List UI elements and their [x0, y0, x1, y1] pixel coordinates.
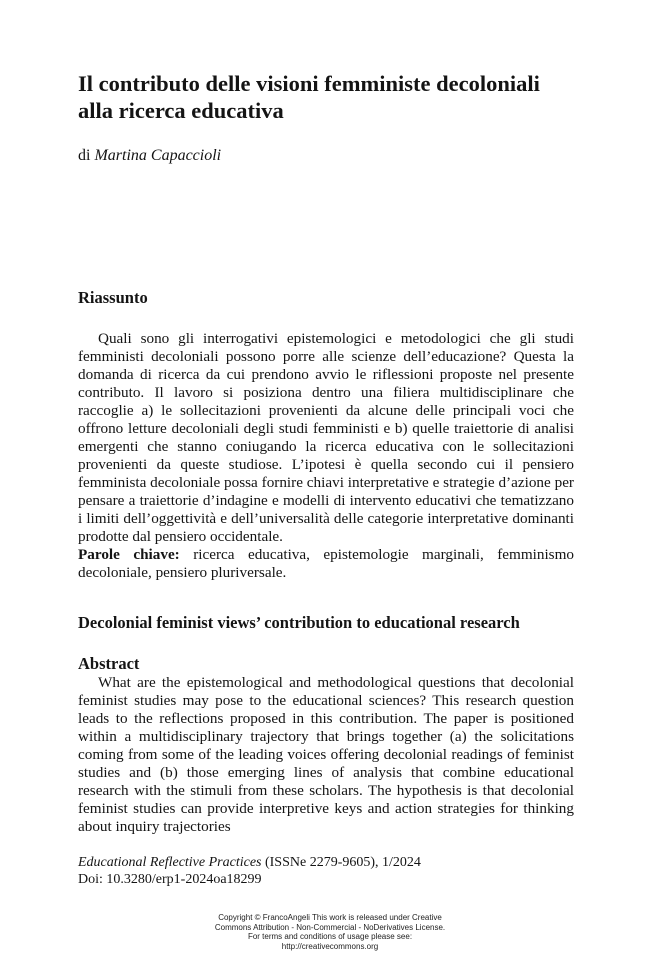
riassunto-section	[78, 330, 574, 582]
english-title: Decolonial feminist views’ contribution to educational research	[78, 613, 520, 632]
abstract-section	[78, 674, 574, 836]
journal-info	[78, 854, 421, 888]
author-byline	[78, 146, 221, 166]
license-line-1: Copyright © FrancoAngeli This work is released under Creative	[218, 913, 442, 922]
keywords-text: ricerca educativa, epistemologie marginali, femminismo decoloniale, pensiero pluriversale.	[78, 546, 574, 581]
journal-doi: Doi: 10.3280/erp1-2024oa18299	[78, 872, 262, 887]
abstract-heading: Abstract	[78, 654, 140, 673]
article-title	[78, 70, 598, 124]
abstract-body: What are the epistemological and methodological questions that decolonial feminist studies may pose to the educational sciences? This research question leads to the reflections proposed in this contribution. The paper is positioned within a multidisciplinary trajectory that brings together (a) the solicitations coming from some of the leading voices offering decolonial readings of feminist studies and (b) those emerging lines of analysis that combine educational research with the stimuli from these scholars. The hypothesis is that decolonial feminist studies can provide interpretive keys and action strategies for thinking about inquiry trajectories	[78, 674, 574, 835]
article-title-line-1: Il contributo delle visioni femministe decoloniali	[78, 71, 540, 96]
riassunto-body: Quali sono gli interrogativi epistemologici e metodologici che gli studi femministi decoloniali possono porre alle scienze dell’educazione? Questa la domanda di ricerca da cui prendono avvio le riflessioni proposte nel presente contributo. Il lavoro si posiziona dentro una filiera multidisciplinare che raccoglie a) le sollecitazioni provenienti da alcune delle principali voci che offrono letture decoloniali degli studi femministi e b) quelle traiettorie di analisi emergenti che stanno coniugando la ricerca educativa con le sollecitazioni provenienti da queste studiose. L’ipotesi è quella secondo cui il pensiero femminista decoloniale possa fornire chiavi interpretative e strategie d’azione per pensare a traiettorie d’indagine e modelli di intervento educativi che tematizzano i limiti dell’oggettività e dell’universalità delle categorie interpretative dominanti prodotte dal pensiero occidentale.	[78, 330, 574, 545]
keywords-label: Parole chiave:	[78, 546, 180, 563]
author-name: Martina Capaccioli	[94, 147, 222, 164]
license-line-2: Commons Attribution - Non-Commercial - NoDerivatives License.	[214, 922, 446, 932]
license-link[interactable]: http://creativecommons.org	[281, 941, 379, 951]
riassunto-heading: Riassunto	[78, 288, 148, 307]
byline-prefix: di	[78, 147, 91, 164]
article-title-line-2: alla ricerca educativa	[78, 98, 284, 123]
license-line-3: For terms and conditions of usage please see:	[247, 932, 413, 942]
journal-issn-issue: (ISSNe 2279-9605), 1/2024	[264, 855, 421, 870]
keywords-paragraph	[78, 546, 574, 582]
journal-name: Educational Reflective Practices	[78, 855, 262, 870]
license-notice	[150, 913, 510, 951]
